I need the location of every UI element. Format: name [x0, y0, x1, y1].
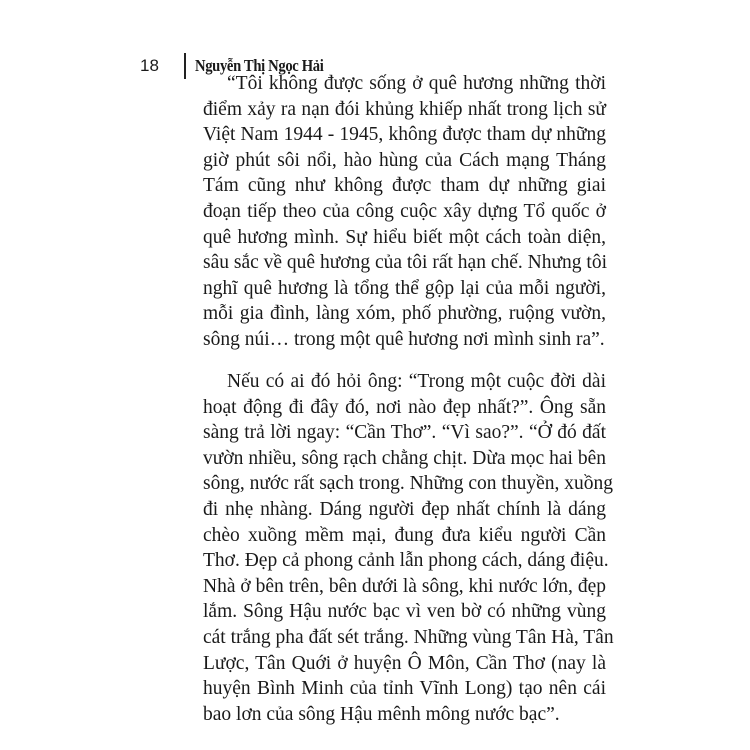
text-line: mỗi gia đình, làng xóm, phố phường, ruộng vườn,	[203, 303, 606, 325]
text-line: huyện Bình Minh của tỉnh Vĩnh Long) tạo nên cái	[203, 678, 606, 700]
text-line: Nếu có ai đó hỏi ông: “Trong một cuộc đời dài	[227, 371, 606, 392]
text-line: Nhà ở bên trên, bên dưới là sông, khi nước lớn, đẹp	[203, 575, 606, 597]
text-line: lắm. Sông Hậu nước bạc vì ven bờ có những vùng	[203, 601, 606, 623]
text-line: giờ phút sôi nổi, hào hùng của Cách mạng Tháng	[203, 149, 606, 171]
text-line: quê hương mình. Sự hiểu biết một cách toàn diện,	[203, 226, 606, 248]
text-line: nghĩ quê hương là tổng thể gộp lại của mỗi người,	[203, 277, 606, 299]
text-line: đoạn tiếp theo của công cuộc xây dựng Tổ quốc ở	[203, 200, 606, 222]
text-line: “Tôi không được sống ở quê hương những thời	[227, 73, 606, 94]
text-line: chèo xuồng mềm mại, đung đưa kiểu người Cần	[203, 524, 606, 546]
text-line: sâu sắc về quê hương của tôi rất hạn chế. Nhưng tôi	[203, 252, 607, 274]
text-line: Việt Nam 1944 - 1945, không được tham dự những	[203, 124, 606, 146]
text-line: bao lơn của sông Hậu mênh mông nước bạc”.	[203, 703, 560, 725]
text-line: cát trắng pha đất sét trắng. Những vùng Tân Hà, Tân	[203, 626, 614, 648]
text-line: điểm xảy ra nạn đói khủng khiếp nhất trong lịch sử	[203, 98, 606, 120]
header-divider	[184, 53, 186, 79]
page-number: 18	[140, 56, 159, 75]
text-line: hoạt động đi đây đó, nơi nào đẹp nhất?”. Ông sẵn	[203, 396, 606, 418]
text-line: đi nhẹ nhàng. Dáng người đẹp nhất chính là dáng	[203, 498, 606, 520]
paragraph-2	[203, 369, 614, 727]
author-name: Nguyễn Thị Ngọc Hải	[194, 56, 323, 75]
paragraph-1	[203, 71, 606, 353]
text-line: Tám cũng như không được tham dự những giai	[203, 175, 606, 197]
text-line: Thơ. Đẹp cả phong cảnh lẫn phong cách, dáng điệu.	[203, 550, 609, 572]
text-line: Lược, Tân Quới ở huyện Ô Môn, Cần Thơ (nay là	[203, 652, 606, 674]
text-line: vườn nhiều, sông rạch chằng chịt. Dừa mọc hai bên	[203, 447, 606, 469]
text-line: sông núi… trong một quê hương nơi mình sinh ra”.	[203, 328, 605, 350]
text-line: sông, nước rất sạch trong. Những con thuyền, xuồng	[203, 473, 614, 495]
text-line: sàng trả lời ngay: “Cần Thơ”. “Vì sao?”. “Ở đó đất	[203, 422, 606, 444]
